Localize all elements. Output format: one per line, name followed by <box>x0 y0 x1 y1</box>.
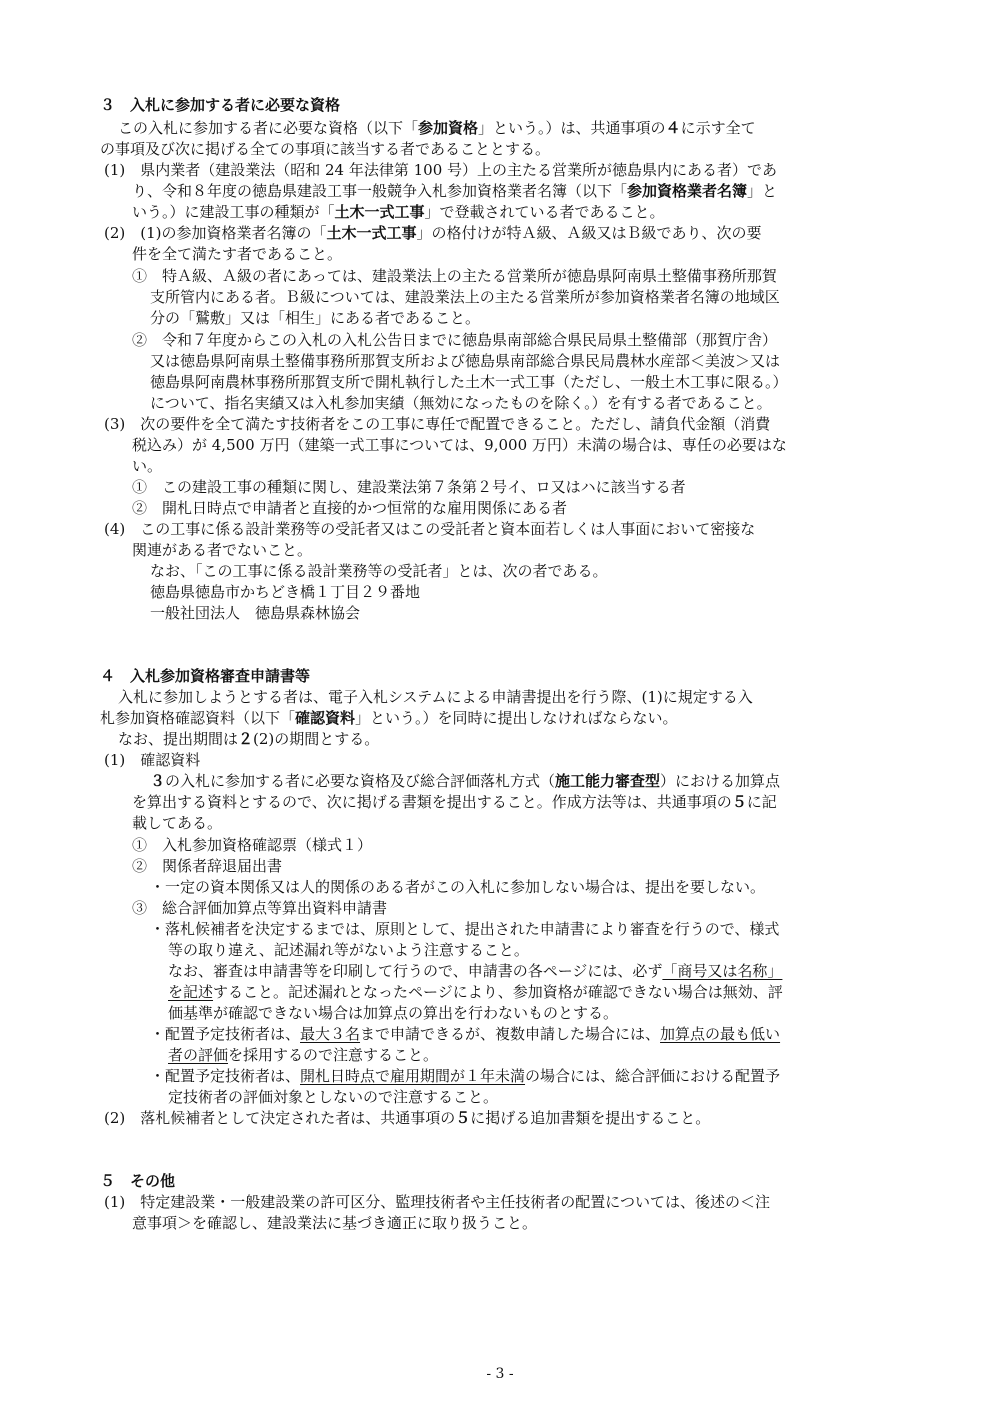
s5-item1-line1: (1) 特定建設業・一般建設業の許可区分、監理技術者や主任技術者の配置については、後述の＜注 <box>104 1193 770 1211</box>
s4-bullet1-line5: 価基準が確認できない場合は加算点の算出を行わないものとする。 <box>168 1004 619 1022</box>
s3-item2-circle1-line3: 分の「鷲敷」又は「相生」にある者であること。 <box>150 309 481 327</box>
s4-item1-circle1: ① 入札参加資格確認票（様式１） <box>132 836 373 854</box>
s3-item1-line3: いう。）に建設工事の種類が「土木一式工事」で登載されている者であること。 <box>132 203 665 221</box>
s4-para-line3: なお、提出期間は２(2)の期間とする。 <box>118 730 380 748</box>
s4-para-line1: 入札に参加しようとする者は、電子入札システムによる申請書提出を行う際、(1)に規定する入 <box>118 688 753 706</box>
page-number: - 3 - <box>486 1366 514 1382</box>
s4-item1-circle2-bullet: ・一定の資本関係又は人的関係のある者がこの入札に参加しない場合は、提出を要しない。 <box>150 878 766 896</box>
s4-item1-circle2: ② 関係者辞退届出書 <box>132 857 283 875</box>
s3-para-line2: の事項及び次に掲げる全ての事項に該当する者であることとする。 <box>100 140 551 158</box>
s4-bullet2-line2: 者の評価を採用するので注意すること。 <box>168 1046 439 1064</box>
s3-item4-line2: 関連がある者でないこと。 <box>132 541 313 559</box>
s3-item3-circle1: ① この建設工事の種類に関し、建設業法第７条第２号イ、ロ又はハに該当する者 <box>132 478 686 496</box>
s4-bullet1-line2: 等の取り違え、記述漏れ等がないよう注意すること。 <box>168 941 529 959</box>
s4-bullet1-line1: ・落札候補者を決定するまでは、原則として、提出された申請書により審査を行うので、様式 <box>150 920 780 938</box>
s3-item1-line2: り、令和８年度の徳島県建設工事一般競争入札参加資格業者名簿（以下「参加資格業者名簿」と <box>132 182 778 200</box>
s3-item2-line1: (2) (1)の参加資格業者名簿の「土木一式工事」の格付けが特Ａ級、Ａ級又はＢ級であり、次の要 <box>104 224 762 242</box>
section-3-title: ３ 入札に参加する者に必要な資格 <box>100 96 341 114</box>
s3-item3-circle2: ② 開札日時点で申請者と直接的かつ恒常的な雇用関係にある者 <box>132 499 568 517</box>
s4-item1-title: (1) 確認資料 <box>104 751 201 769</box>
s3-item2-circle2-line4: について、指名実績又は入札参加実績（無効になったものを除く。）を有する者であること。 <box>150 394 772 412</box>
s3-item2-circle1-line2: 支所管内にある者。Ｂ級については、建設業法上の主たる営業所が参加資格業者名簿の地域区 <box>150 288 780 306</box>
s3-item2-line2: 件を全て満たす者であること。 <box>132 245 343 263</box>
s3-item4-organization: 一般社団法人 徳島県森林協会 <box>150 604 361 622</box>
s3-item4-address: 徳島県徳島市かちどき橋１丁目２９番地 <box>150 583 421 601</box>
s5-item1-line2: 意事項＞を確認し、建設業法に基づき適正に取り扱うこと。 <box>132 1214 538 1232</box>
s4-item1-line2: を算出する資料とするので、次に掲げる書類を提出すること。作成方法等は、共通事項の５に記 <box>132 793 777 811</box>
s4-item1-line3: 載してある。 <box>132 814 223 832</box>
s4-bullet3-line1: ・配置予定技術者は、開札日時点で雇用期間が１年未満の場合には、総合評価における配置予 <box>150 1067 781 1085</box>
s3-item1-line1: (1) 県内業者（建設業法（昭和 24 年法律第 100 号）上の主たる営業所が徳島県内にある者）であ <box>104 161 778 179</box>
s4-bullet1-line3: なお、審査は申請書等を印刷して行うので、申請書の各ページには、必ず「商号又は名称」 <box>168 962 783 980</box>
s3-item3-line2: 税込み）が 4,500 万円（建築一式工事については、9,000 万円）未満の場合は、専任の必要はな <box>132 436 787 454</box>
s4-bullet1-line4: を記述すること。記述漏れとなったページにより、参加資格が確認できない場合は無効、評 <box>168 983 783 1001</box>
s3-para-line1: この入札に参加する者に必要な資格（以下「参加資格」という。）は、共通事項の４に示す全て <box>118 119 756 137</box>
s4-item2: (2) 落札候補者として決定された者は、共通事項の５に掲げる追加書類を提出すること。 <box>104 1109 711 1127</box>
s4-item1-circle3: ③ 総合評価加算点等算出資料申請書 <box>132 899 388 917</box>
s3-item3-line1: (3) 次の要件を全て満たす技術者をこの工事に専任で配置できること。ただし、請負代金額（消費 <box>104 415 771 433</box>
s3-item2-circle2-line3: 徳島県阿南農林事務所那賀支所で開札執行した土木一式工事（ただし、一般土木工事に限る。） <box>150 373 788 391</box>
s3-item2-circle1-line1: ① 特Ａ級、Ａ級の者にあっては、建設業法上の主たる営業所が徳島県阿南県土整備事務所那賀 <box>132 267 777 285</box>
section-4-title: ４ 入札参加資格審査申請書等 <box>100 667 311 685</box>
s3-item3-line3: い。 <box>132 457 163 475</box>
section-5-title: ５ その他 <box>100 1172 176 1190</box>
s3-item4-line1: (4) この工事に係る設計業務等の受託者又はこの受託者と資本面若しくは人事面において密接な <box>104 520 756 538</box>
s3-item4-line3: なお、「この工事に係る設計業務等の受託者」とは、次の者である。 <box>150 562 608 580</box>
s4-para-line2: 札参加資格確認資料（以下「確認資料」という。）を同時に提出しなければならない。 <box>100 709 678 727</box>
s4-item1-line1: ３の入札に参加する者に必要な資格及び総合評価落札方式（施工能力審査型）における加算点 <box>150 772 781 790</box>
s3-item2-circle2-line2: 又は徳島県阿南県土整備事務所那賀支所および徳島県南部総合県民局農林水産部＜美波＞又は <box>150 352 781 370</box>
s4-bullet3-line2: 定技術者の評価対象としないので注意すること。 <box>168 1088 499 1106</box>
s4-bullet2-line1: ・配置予定技術者は、最大３名まで申請できるが、複数申請した場合には、加算点の最も低い <box>150 1025 781 1043</box>
s3-item2-circle2-line1: ② 令和７年度からこの入札の入札公告日までに徳島県南部総合県民局県土整備部（那賀庁舎） <box>132 331 778 349</box>
